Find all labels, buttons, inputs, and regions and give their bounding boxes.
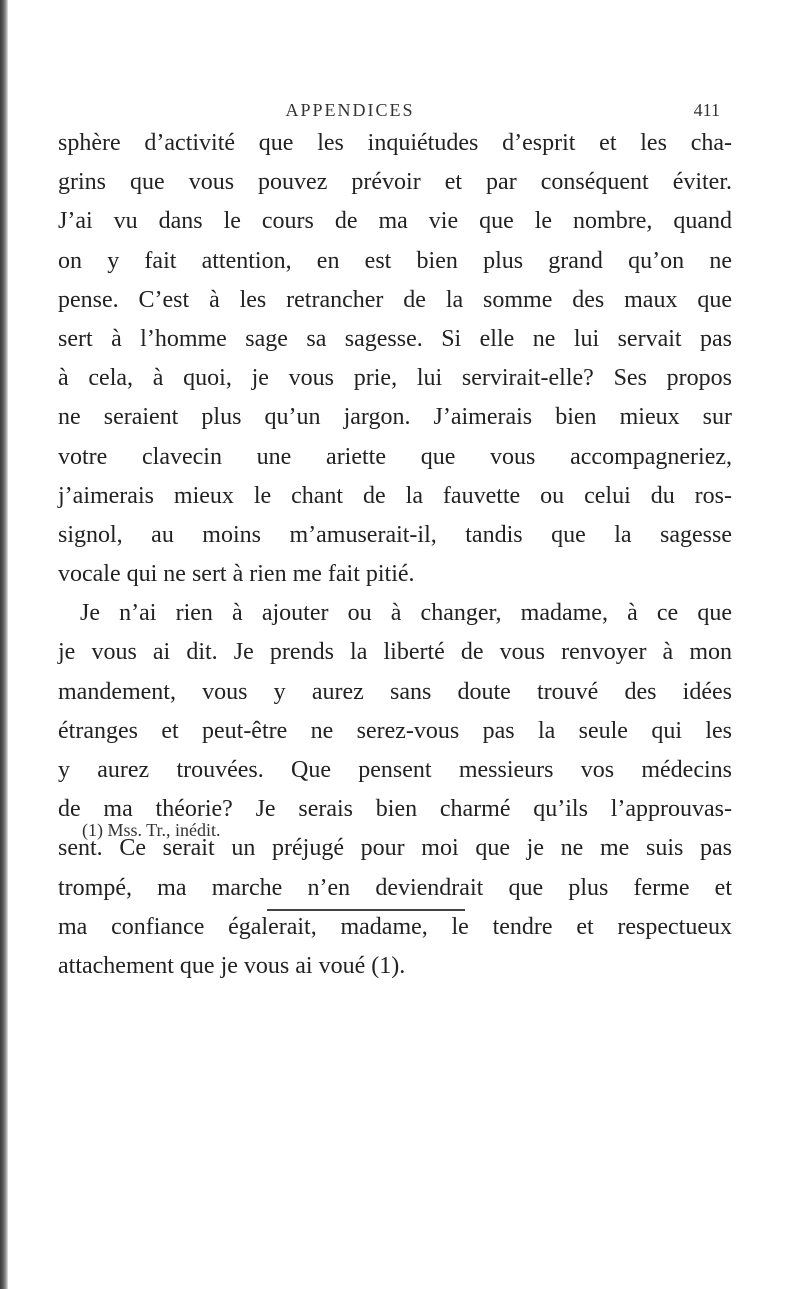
closing-rule bbox=[267, 909, 465, 911]
text-line: j’aimerais mieux le chant de la fauvette ou celui du ros- bbox=[58, 482, 732, 509]
text-line: ma confiance égalerait, madame, le tendre et respectueux bbox=[58, 913, 732, 940]
page-number: 411 bbox=[693, 100, 720, 120]
text-line: mandement, vous y aurez sans doute trouvé des idées bbox=[58, 678, 732, 705]
footnote: (1) Mss. Tr., inédit. bbox=[82, 820, 221, 840]
running-header: APPENDICES bbox=[285, 100, 415, 120]
text-line: Je n’ai rien à ajouter ou à changer, madame, à ce que bbox=[80, 600, 732, 627]
text-line: vocale qui ne sert à rien me fait pitié. bbox=[58, 561, 415, 588]
body-text bbox=[58, 124, 732, 986]
text-line: attachement que je vous ai voué (1). bbox=[58, 952, 406, 979]
text-line: ne seraient plus qu’un jargon. J’aimerais bien mieux sur bbox=[58, 404, 732, 431]
text-line: J’ai vu dans le cours de ma vie que le nombre, quand bbox=[58, 208, 732, 235]
text-line: signol, au moins m’amuserait-il, tandis que la sagesse bbox=[58, 521, 732, 548]
text-line: trompé, ma marche n’en deviendrait que plus ferme et bbox=[58, 874, 732, 901]
text-line: sert à l’homme sage sa sagesse. Si elle ne lui servait pas bbox=[58, 325, 732, 352]
page-binding-edge bbox=[0, 0, 8, 1289]
text-line: y aurez trouvées. Que pensent messieurs vos médecins bbox=[58, 757, 732, 783]
text-line: pense. C’est à les retrancher de la somme des maux que bbox=[58, 286, 732, 313]
text-line: étranges et peut-être ne serez-vous pas la seule qui les bbox=[58, 717, 732, 744]
text-line: on y fait attention, en est bien plus grand qu’on ne bbox=[58, 247, 732, 274]
text-line: sphère d’activité que les inquiétudes d’esprit et les cha- bbox=[58, 130, 732, 156]
text-line: de ma théorie? Je serais bien charmé qu’ils l’approuvas- bbox=[58, 796, 732, 823]
text-line: à cela, à quoi, je vous prie, lui servirait-elle? Ses propos bbox=[58, 365, 732, 392]
text-line: je vous ai dit. Je prends la liberté de vous renvoyer à mon bbox=[58, 639, 732, 666]
text-line: votre clavecin une ariette que vous accompagneriez, bbox=[58, 443, 732, 470]
text-line: grins que vous pouvez prévoir et par conséquent éviter. bbox=[58, 169, 732, 196]
text-line: sent. Ce serait un préjugé pour moi que je ne me suis pas bbox=[58, 835, 732, 862]
